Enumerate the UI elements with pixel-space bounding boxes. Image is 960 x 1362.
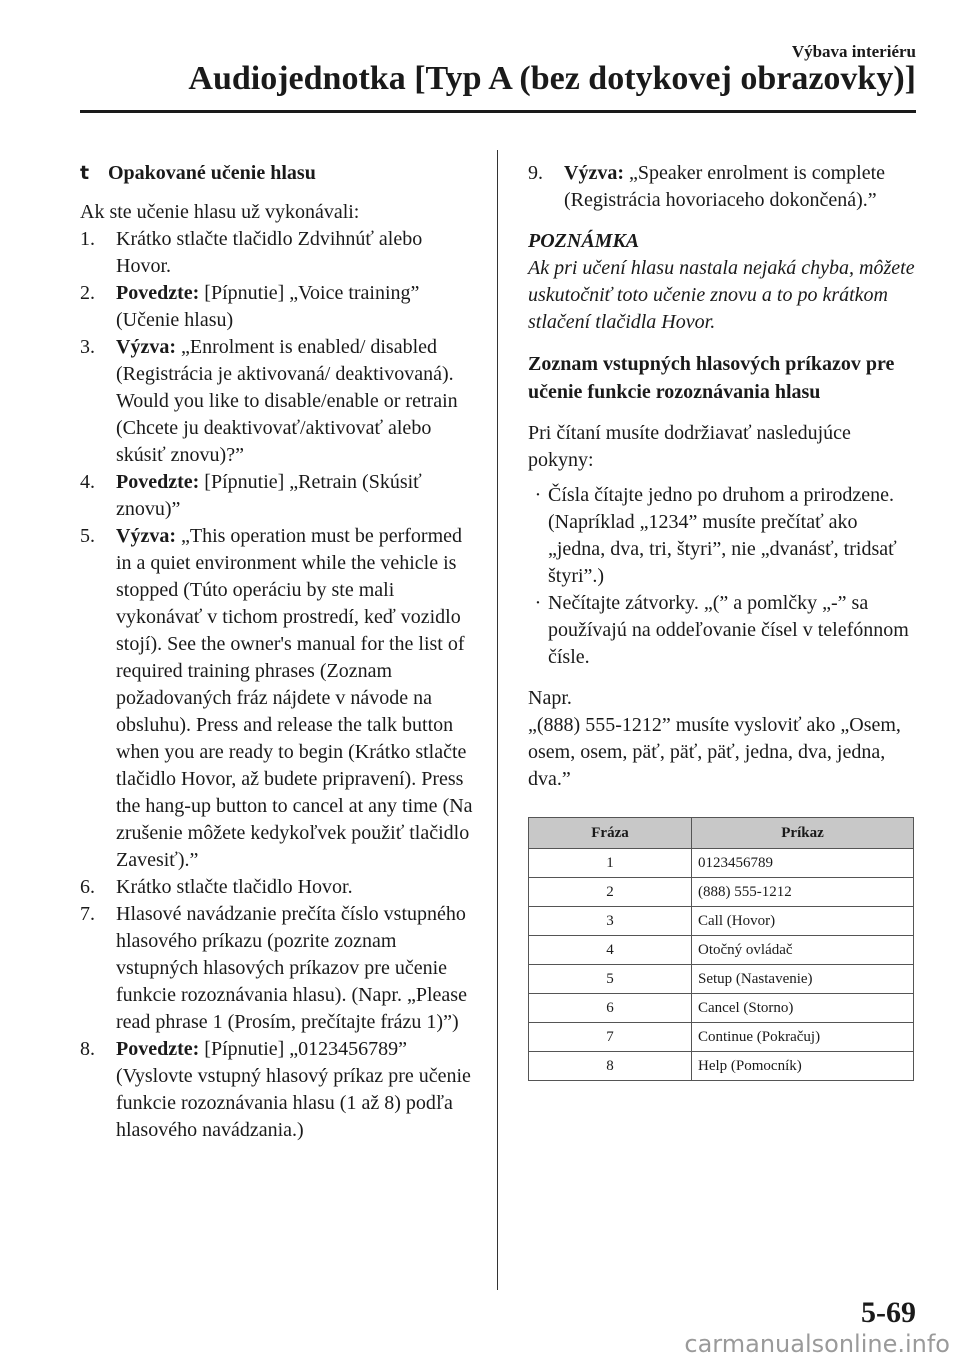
command-cell: Call (Hovor) [692,907,914,936]
table-row [529,849,914,878]
intro-text: Ak ste učenie hlasu už vykonávali: [80,201,360,223]
step-label: Povedzte: [116,282,200,304]
command-cell: Help (Pomocník) [692,1052,914,1081]
command-cell: Cancel (Storno) [692,994,914,1023]
bullet-icon: · [534,484,542,506]
step-label: Výzva: [564,162,624,184]
step-item [80,469,475,523]
command-cell: 0123456789 [692,849,914,878]
section-heading: Zoznam vstupných hlasových príkazov pre učenie funkcie rozoznávania hlasu [528,353,895,403]
step-item [80,334,475,469]
step-item [80,874,475,901]
step-body [116,226,475,280]
step-text: [Pípnutie] „0123456789” (Vyslovte vstupný hlasový príkaz pre učenie funkcie rozoznávania hlasu (1 až 8) podľa hlasového navádzania.) [116,1038,471,1141]
rules-intro: Pri čítaní musíte dodržiavať nasledujúce pokyny: [528,422,851,471]
step-item [80,523,475,874]
step-number: 6. [80,876,95,898]
example-text: „(888) 555-1212” musíte vysloviť ako „Osem, osem, osem, päť, päť, päť, jedna, dva, jedna, dva.” [528,714,901,790]
table-row [529,994,914,1023]
step-number: 2. [80,282,95,304]
step-body [116,523,475,874]
table-row [529,1052,914,1081]
step-text: Krátko stlačte tlačidlo Hovor. [116,876,353,898]
step-item [528,160,918,214]
step-label: Povedzte: [116,1038,200,1060]
step-text: „This operation must be performed in a quiet environment while the vehicle is stopped (Túto operáciu by ste mali vykonávať v tichom prostredí, keď vozidlo stojí). See the owner's manual for the list of required training phrases (Zoznam požadovaných fráz nájdete v návode na obsluhu). Press and release the talk button when you are ready to begin (Krátko stlačte tlačidlo Hovor, až budete pripravení). Press the hang-up button to cancel at any time (Na zrušenie môžete kedykoľvek použiť tlačidlo Zavesiť).” [116,525,473,871]
command-cell: Setup (Nastavenie) [692,965,914,994]
subsection-title: Opakované učenie hlasu [108,162,316,184]
section-label: Výbava interiéru [791,42,916,61]
rule-item [528,590,918,671]
phrase-cell: 6 [529,994,692,1023]
note-body: Ak pri učení hlasu nastala nejaká chyba, môžete uskutočniť toto učenie znovu a to po krátkom stlačení tlačidla Hovor. [528,257,915,333]
step-body [116,334,475,469]
step-body [116,280,475,334]
steps-list-continued [528,160,918,214]
rule-item [528,482,918,590]
step-label: Povedzte: [116,471,200,493]
step-number: 8. [80,1038,95,1060]
phrase-cell: 4 [529,936,692,965]
table-row [529,907,914,936]
step-item [80,226,475,280]
right-column [528,160,918,1081]
phrase-cell: 1 [529,849,692,878]
header-rule [80,110,916,113]
step-item [80,1036,475,1144]
rule-text: Čísla čítajte jedno po druhom a prirodzene. (Napríklad „1234” musíte prečítať ako „jedna, dva, tri, štyri”, nie „dvanásť, tridsať štyri”.) [548,484,897,587]
phrase-cell: 7 [529,1023,692,1052]
command-table [528,817,914,1081]
step-number: 1. [80,228,95,250]
header-phrase: Fráza [529,818,692,849]
page-title: Audiojednotka [Typ A (bez dotykovej obrazovky)] [188,60,916,97]
column-divider [497,150,498,1290]
phrase-cell: 8 [529,1052,692,1081]
step-label: Výzva: [116,336,176,358]
left-column [80,160,475,1144]
phrase-cell: 2 [529,878,692,907]
step-text: [Pípnutie] „Voice training” (Učenie hlasu) [116,282,420,331]
command-cell: (888) 555-1212 [692,878,914,907]
step-text: „Enrolment is enabled/ disabled (Registrácia je aktivovaná/ deaktivovaná). Would you like to disable/enable or retrain (Chcete ju deaktivovať/aktivovať alebo skúsiť znovu)?” [116,336,458,466]
step-text: Krátko stlačte tlačidlo Zdvihnúť alebo Hovor. [116,228,423,277]
section-marker-icon: t [80,162,90,184]
step-body [116,874,475,901]
rules-list [528,482,918,671]
command-cell: Continue (Pokračuj) [692,1023,914,1052]
step-body [116,901,475,1036]
step-number: 4. [80,471,95,493]
command-cell: Otočný ovládač [692,936,914,965]
table-row [529,878,914,907]
table-header-row [529,818,914,849]
steps-list [80,226,475,1144]
example-label: Napr. [528,687,572,709]
header-command: Príkaz [692,818,914,849]
bullet-icon: · [534,592,542,614]
step-text: [Pípnutie] „Retrain (Skúsiť znovu)” [116,471,422,520]
subsection-heading [80,160,475,187]
step-body [564,160,918,214]
step-text: Hlasové navádzanie prečíta číslo vstupného hlasového príkazu (pozrite zoznam vstupných hlasových príkazov pre učenie funkcie rozoznávania hlasu). (Napr. „Please read phrase 1 (Prosím, prečítajte frázu 1)”) [116,903,467,1033]
step-number: 7. [80,903,95,925]
step-number: 3. [80,336,95,358]
step-label: Výzva: [116,525,176,547]
step-body [116,1036,475,1144]
step-number: 9. [528,162,543,184]
phrase-cell: 5 [529,965,692,994]
page-number: 5-69 [861,1296,916,1329]
rule-text: Nečítajte zátvorky. „(” a pomlčky „-” sa používajú na oddeľovanie čísel v telefónnom čísle. [548,592,909,668]
table-row [529,936,914,965]
table-row [529,1023,914,1052]
step-body [116,469,475,523]
step-item [80,280,475,334]
step-text: „Speaker enrolment is complete (Registrácia hovoriaceho dokončená).” [564,162,885,211]
phrase-cell: 3 [529,907,692,936]
step-number: 5. [80,525,95,547]
step-item [80,901,475,1036]
note-title: POZNÁMKA [528,230,640,252]
table-row [529,965,914,994]
watermark-text[interactable]: carmanualsonline.info [684,1330,950,1358]
